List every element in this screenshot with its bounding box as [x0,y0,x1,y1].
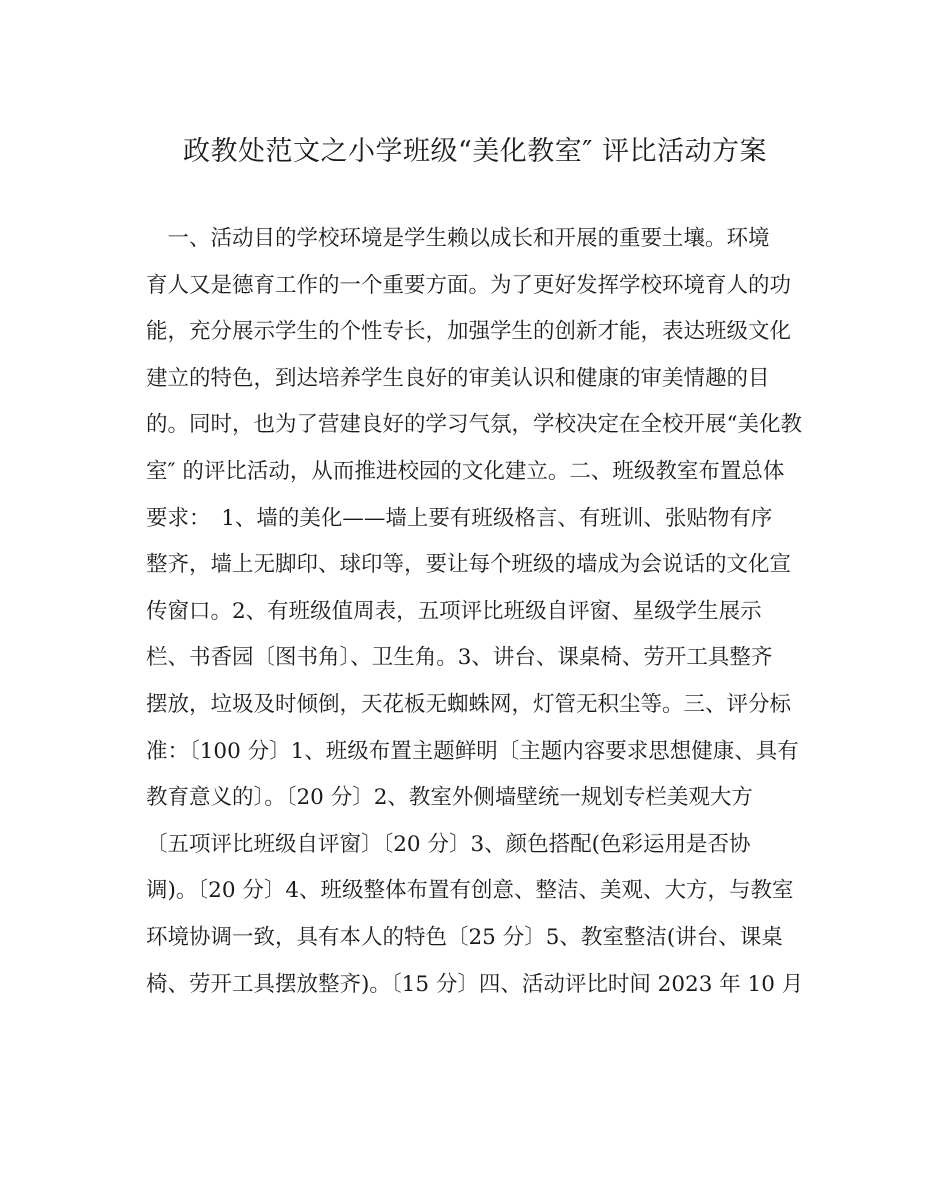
body-line: 调)。〔20 分〕4、班级整体布置有创意、整洁、美观、大方，与教室 [146,878,794,904]
document-body [146,222,826,1014]
body-line: 育人又是德育工作的一个重要方面。为了更好发挥学校环境育人的功 [146,272,792,298]
body-line: 栏、书香园〔图书角〕、卫生角。3、讲台、课桌椅、劳开工具整齐 [146,645,773,671]
body-line: 建立的特色，到达培养学生良好的审美认识和健康的审美情趣的目 [146,365,770,391]
body-line: 一、活动目的学校环境是学生赖以成长和开展的重要土壤。环境 [146,226,770,251]
document-title: 政教处范文之小学班级“美化教室″ 评比活动方案 [183,136,767,167]
body-line: 准：〔100 分〕1、班级布置主题鲜明〔主题内容要求思想健康、具有 [146,738,799,764]
body-line: 室″ 的评比活动，从而推进校园的文化建立。二、班级教室布置总体 [146,458,785,484]
body-line: 〔五项评比班级自评窗〕〔20 分〕3、颜色搭配(色彩运用是否协 [146,831,751,857]
body-line: 的。同时，也为了营建良好的学习气氛，学校决定在全校开展“美化教 [146,412,802,438]
body-line: 环境协调一致，具有本人的特色〔25 分〕5、教室整洁(讲台、课桌 [146,924,783,950]
body-line: 传窗口。2、有班级值周表，五项评比班级自评窗、星级学生展示 [146,598,762,624]
body-line: 能，充分展示学生的个性专长，加强学生的创新才能，表达班级文化 [146,319,792,345]
body-line: 教育意义的〕。〔20 分〕2、教室外侧墙壁统一规划专栏美观大方 [146,785,753,811]
body-line: 摆放，垃圾及时倾倒，天花板无蜘蛛网，灯管无积尘等。三、评分标 [146,691,792,717]
body-line: 椅、劳开工具摆放整齐)。〔15 分〕四、活动评比时间 2023 年 10 月 [146,971,804,997]
body-line: 整齐，墙上无脚印、球印等，要让每个班级的墙成为会说话的文化宣 [146,552,792,578]
body-line: 要求： 1、墙的美化——墙上要有班级格言、有班训、张贴物有序 [146,505,773,531]
